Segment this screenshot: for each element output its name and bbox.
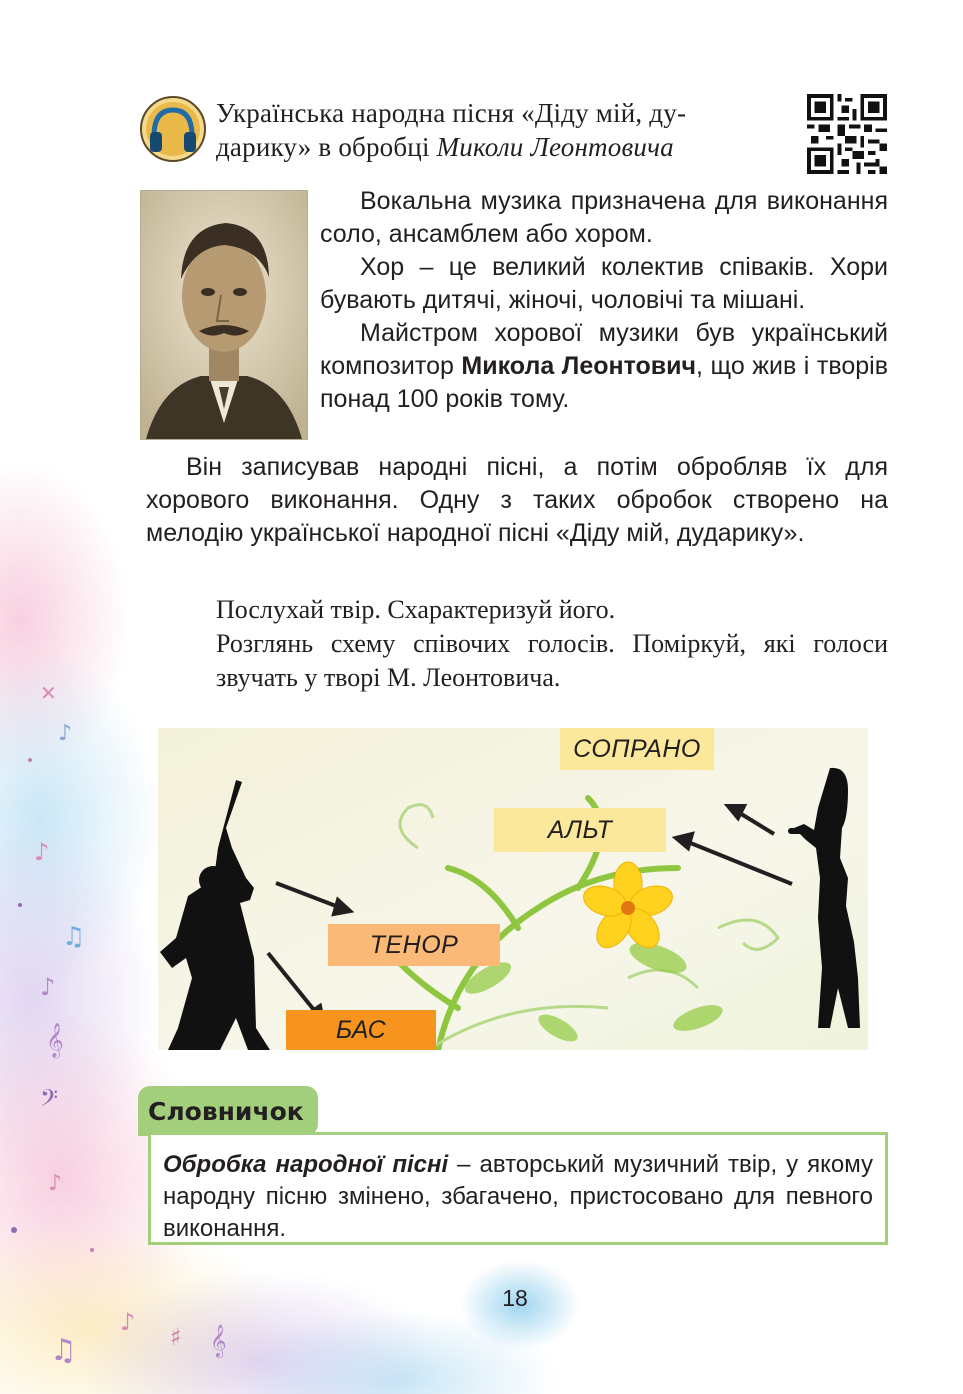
title-line-1: Українська народна пісня «Діду мій, ду- — [216, 98, 687, 128]
svg-text:𝄞: 𝄞 — [46, 1023, 64, 1058]
paragraph-choir: Хор – це великий колектив співаків. Хори бувають дитячі, жіночі, чоловічі та мішані. — [320, 253, 888, 314]
dictionary-tab: Словничок — [138, 1086, 318, 1136]
dictionary-term: Обробка народної пісні — [163, 1151, 449, 1178]
headphones-icon — [140, 96, 206, 162]
intro-text — [320, 185, 888, 416]
svg-text:♪: ♪ — [58, 721, 73, 746]
qr-code-icon[interactable] — [806, 94, 888, 174]
continuation-text — [146, 451, 888, 550]
svg-text:♪: ♪ — [34, 838, 50, 866]
voices-diagram — [158, 728, 868, 1050]
task-line-2: Розглянь схему співочих голосів. Поміркуй, які голоси звучать у творі М. Леонтовича. — [216, 629, 888, 692]
label-tenor: ТЕНОР — [328, 924, 500, 966]
label-soprano: СОПРАНО — [560, 728, 714, 770]
svg-text:♪: ♪ — [48, 1171, 63, 1196]
label-alto: АЛЬТ — [494, 808, 666, 852]
voices-illustration — [158, 728, 868, 1050]
dictionary-definition — [148, 1132, 888, 1245]
paragraph-vocal-music: Вокальна музика призначена для виконання соло, ансамблем або хором. — [320, 187, 888, 248]
svg-text:♫: ♫ — [50, 1333, 77, 1368]
svg-text:♪: ♪ — [40, 973, 56, 1001]
composer-name: Микола Леонтович — [461, 352, 697, 380]
svg-text:♪: ♪ — [120, 1308, 136, 1336]
label-bass: БАС — [286, 1010, 436, 1050]
svg-text:𝄞: 𝄞 — [210, 1324, 227, 1357]
page-number: 18 — [502, 1285, 528, 1311]
paragraph-arrangements: Він записував народні пісні, а потім обробляв їх для хорового виконання. Одну з таких обробок створено на мелодію української народної пісні «Діду мій, дударику». — [146, 453, 888, 547]
arranger-name: Миколи Леонтовича — [436, 132, 674, 162]
svg-text:♯: ♯ — [170, 1323, 182, 1351]
title-line-2: дарику» в обробці — [216, 132, 437, 162]
task-line-1: Послухай твір. Схарактеризуй його. — [216, 595, 616, 624]
svg-text:♫: ♫ — [62, 922, 86, 952]
svg-text:𝄢: 𝄢 — [40, 1084, 59, 1117]
task-block — [216, 593, 888, 695]
dictionary-text: – авторський музичний твір, у якому народну пісню змінено, збагачено, пристосовано для певного виконання. — [163, 1151, 873, 1242]
svg-text:✕: ✕ — [40, 681, 57, 705]
paragraph-master-end: , що жив і творів понад 100 років тому. — [320, 352, 888, 413]
paragraph-master — [320, 317, 888, 416]
composer-portrait — [140, 190, 308, 440]
paragraph-master-start: Майстром хорової музики був український композитор — [320, 319, 888, 380]
song-title — [216, 96, 796, 164]
